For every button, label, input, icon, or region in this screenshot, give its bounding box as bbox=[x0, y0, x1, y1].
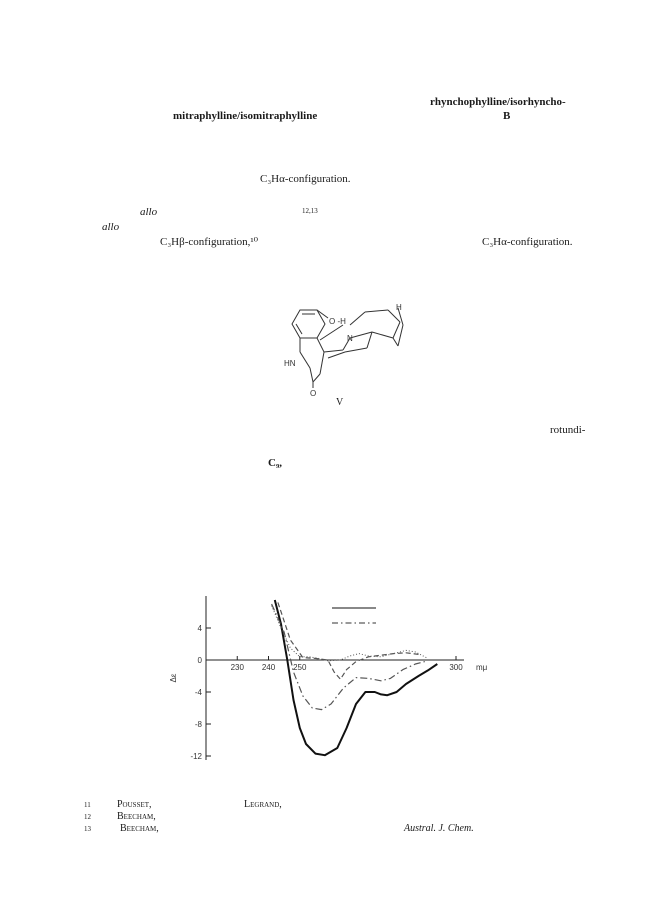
configuration-alpha-2: C₃Hα-configuration. bbox=[482, 236, 573, 248]
y-tick-label: -4 bbox=[194, 688, 202, 697]
footnote-11-author: Pousset, bbox=[117, 799, 152, 810]
x-tick-label: 230 bbox=[230, 663, 244, 672]
structure-label-hn: HN bbox=[284, 359, 296, 368]
configuration-beta: C₃Hβ-configuration,¹⁰ bbox=[160, 236, 259, 248]
word-allo-2: allo bbox=[102, 221, 120, 233]
footnote-12-number: 12 bbox=[84, 813, 91, 821]
reference-12-13: 12,13 bbox=[302, 207, 318, 215]
x-tick-label: 250 bbox=[293, 663, 307, 672]
compound-number: V bbox=[336, 397, 344, 408]
x-axis-label: mμ bbox=[476, 663, 488, 672]
word-rotundi: rotundi- bbox=[550, 424, 586, 436]
structure-label-h: H bbox=[396, 303, 402, 312]
chart-series bbox=[272, 600, 438, 755]
word-allo-1: allo bbox=[140, 206, 158, 218]
structure-label-o: O bbox=[310, 389, 317, 398]
y-tick-label: -12 bbox=[190, 752, 202, 761]
series-line-dotted bbox=[272, 606, 428, 661]
y-tick-label: 0 bbox=[197, 656, 202, 665]
y-tick-label: -8 bbox=[194, 720, 202, 729]
footnote-12-author: Beecham, bbox=[117, 811, 156, 822]
chart-legend bbox=[332, 608, 376, 623]
structure-label-oh: O -H bbox=[329, 317, 346, 326]
y-tick-label: 4 bbox=[197, 624, 202, 633]
compound-name-mitraphylline: mitraphylline/isomitraphylline bbox=[173, 110, 318, 122]
footnote-13-journal: Austral. J. Chem. bbox=[404, 823, 474, 834]
label-b: B bbox=[503, 110, 511, 122]
x-tick-label: 240 bbox=[261, 663, 276, 672]
footnote-13-author: Beecham, bbox=[120, 823, 159, 834]
footnote-11-number: 11 bbox=[84, 801, 91, 809]
chart-axes bbox=[169, 596, 488, 761]
y-axis-label: Δε bbox=[169, 673, 178, 683]
footnote-13-number: 13 bbox=[84, 825, 91, 833]
configuration-alpha-1: C₃Hα-configuration. bbox=[260, 173, 351, 185]
compound-name-rhynchophylline: rhynchophylline/isorhyncho- bbox=[430, 96, 566, 108]
structure-label-n: N bbox=[347, 334, 353, 343]
footnote-11-author-2: Legrand, bbox=[244, 799, 282, 810]
label-c9: C₉, bbox=[268, 457, 282, 469]
x-tick-label: 300 bbox=[449, 663, 463, 672]
